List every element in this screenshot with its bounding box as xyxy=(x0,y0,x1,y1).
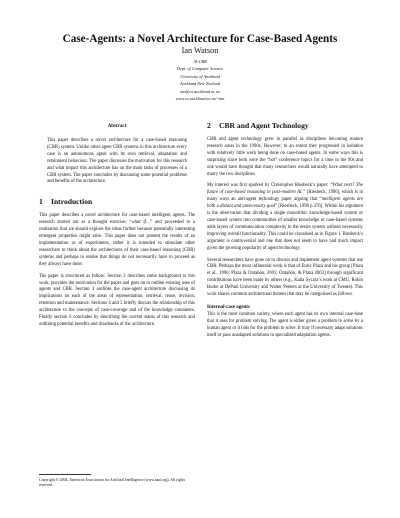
section-heading-cbr-agent xyxy=(207,121,363,131)
author-website: www.cs.auckland.ac.nz/~ian xyxy=(175,96,225,102)
affiliation-line: Dept. of Computer Science xyxy=(176,66,224,72)
subsection-heading: Internal-case agents xyxy=(207,304,250,310)
affiliation-line: University of Auckland xyxy=(180,73,220,79)
text-run: ” and proceeded to a realisation that we should explore the ideas further because potentially interesting emergent properties might arise. This paper does not present the results of an implementation or of experiments, rather it is intended to stimulate other researchers to think about the architectures of their case-based reasoning (CBR) systems and perhaps to realise that things do not necessarily have to proceed as they always have done. xyxy=(39,220,195,267)
intro-paragraph-2: The paper is structured as follow: Section 2 describes some background to this work, provides the motivation for the paper and goes on to outline existing uses of agents and CBR. Section 3 outlines the case-agent architecture discussing its implications on each of the areas of representation, retrieval, reuse, revision, retention and maintenance. Sections 4 and 5 briefly discuss the relationship of this architecture to the concepts of case-coverage and of the knowledge containers. Finally section 6 concludes by describing the current status of this research and outlining potential benefits and drawbacks of the architecture. xyxy=(39,273,195,327)
emphasis-text: intelligent agents are both a distant and unnecessary goal xyxy=(207,197,363,210)
footnote-rule xyxy=(39,474,91,475)
emphasis-text: what if… xyxy=(131,220,151,226)
text-run: This paper describes a novel architecture for case-based intelligent agents. The research started out as a thought exercise; “ xyxy=(39,213,195,226)
author-affiliation xyxy=(0,58,400,102)
text-run: My interest was first sparked by Christopher Riesbeck’s paper: xyxy=(207,183,331,189)
emphasis-text: “What next? The future of case-based reasoning in post-modern AI.” xyxy=(207,183,363,196)
section2-paragraph-1: CBR and agent technology grew in parallel as disciplines becoming mature research areas in the 1990s. However, to an extent they progressed in isolation with relatively little work being done on case-based agents. In some ways this is surprising since both were the “hot” conference topics for a time in the 90s and one would have thought that many researchers would naturally have attempted to marry the two disciplines. xyxy=(207,137,363,177)
text-run: [Riesbeck, 1996], which is in many ways an anti-agent technology paper arguing that “ xyxy=(207,190,363,203)
copyright-text: Copyright © 2004, American Association for Artificial Intelligence (www.aaai.org). All rights reserved. xyxy=(39,478,186,488)
section-title: Introduction xyxy=(51,197,93,207)
paper-title: Case-Agents: a Novel Architecture for Case-Based Agents xyxy=(62,33,338,45)
section-title: CBR and Agent Technology xyxy=(219,121,309,130)
abstract-heading: Abstract xyxy=(107,124,127,129)
copyright-footnote xyxy=(39,474,195,489)
section-number: 1 xyxy=(39,197,43,207)
section2-paragraph-2 xyxy=(207,183,363,252)
right-column xyxy=(207,121,363,345)
section-heading-introduction xyxy=(39,197,195,207)
affiliation-line: Auckland New Zealand xyxy=(179,81,221,87)
section2-paragraph-4: This is the most common variety, where each agent has its own internal case-base that it uses for problem solving. The agent is either given a problem to solve by a human agent or it bids for the problem to solve. It may if necessary adapt solutions itself or pass unadapted solutions to specialised adaptation agents. xyxy=(207,311,363,338)
author-email: ian@cs.auckland.ac.nz xyxy=(180,88,220,94)
abstract-text: This paper describes a novel architecture for a case-based reasoning (CBR) system. Unlike other agent CBR systems in this architecture every case is an autonomous agent with its own retrieval, adaptation and retainment behaviour. The paper discusses the motivation for this research and what impact this architecture has on the main tasks of processes of a CBR system. The paper concludes by discussing some potential problems and benefits of the architecture. xyxy=(47,138,187,185)
author-name: Ian Watson xyxy=(181,46,219,55)
section2-paragraph-3: Several researchers have gone on to discuss and implement agent systems that use CBR. Perhaps the most influential work is that of Enric Plaza and his group [Plaza et al., 1996; Plaza & Ontañón, 2001; Ontañón, & Plaza 2003] through significant contributions have been made by others (e.g., Katia Sycara’s work at CMU, Robin Burke at DePaul University and Walter Peeters at the University of Twente). This work shares common architectural themes that may be categorised as follows. xyxy=(207,257,363,298)
left-column xyxy=(39,121,195,334)
section-number: 2 xyxy=(207,121,211,130)
affiliation-line: AI-CBR xyxy=(193,59,207,64)
intro-paragraph-1 xyxy=(39,213,195,268)
text-run: ” [Riesbeck, 1996 p.376]. Within his argument is the observation that dividing a single monolithic knowledge-based system or case-based system into communities of smaller knowledge or case-based systems adds layers of communication complexity to the entire system without necessarily improving overall functionality. This could be visualised as in Figure 1. Riesbeck’s argument is controversial and one that does not seem to have had much impact given the growing popularity of agent technology. xyxy=(207,204,363,251)
